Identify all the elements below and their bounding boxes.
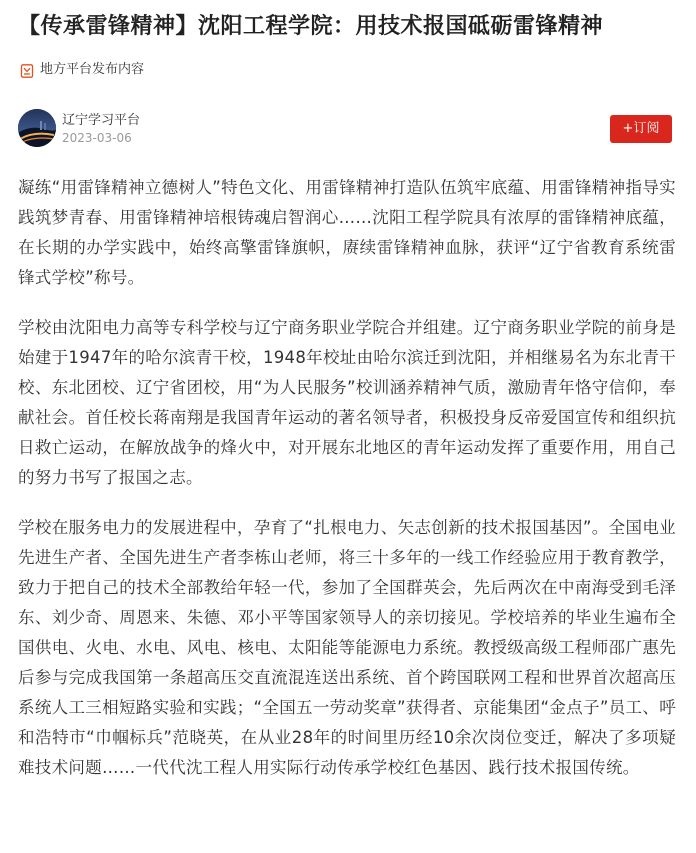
local-platform-icon [20,63,34,77]
source-label: 地方平台发布内容 [40,62,145,77]
article-paragraph: 凝练“用雷锋精神立德树人”特色文化、用雷锋精神打造队伍筑牢底蕴、用雷锋精神指导实践筑梦青春、用雷锋精神培根铸魂启智润心……沈阳工程学院具有浓厚的雷锋精神底蕴，在长期的办学实践中，始终高擎雷锋旗帜，赓续雷锋精神血脉，获评“辽宁省教育系统雷锋式学校”称号。 [18,178,676,287]
source-row [20,60,144,80]
subscribe-button[interactable]: +订阅 [610,115,672,143]
article-paragraph: 学校由沈阳电力高等专科学校与辽宁商务职业学院合并组建。辽宁商务职业学院的前身是始建于1947年的哈尔滨青干校，1948年校址由哈尔滨迁到沈阳，并相继易名为东北青干校、东北团校、辽宁省团校，用“为人民服务”校训涵养精神气质，激励青年恪守信仰，奉献社会。首任校长蒋南翔是我国青年运动的著名领导者，积极投身反帝爱国宣传和组织抗日救亡运动，在解放战争的烽火中，对开展东北地区的青年运动发挥了重要作用，用自己的努力书写了报国之志。 [18,318,676,487]
article-title: 【传承雷锋精神】沈阳工程学院：用技术报国砥砺雷锋精神 [18,14,604,39]
publish-date: 2023-03-06 [62,131,132,145]
author-name[interactable]: 辽宁学习平台 [62,113,141,128]
author-row [18,108,674,150]
article-paragraph: 学校在服务电力的发展进程中，孕育了“扎根电力、矢志创新的技术报国基因”。全国电业先进生产者、全国先进生产者李栋山老师，将三十多年的一线工作经验应用于教育教学，致力于把自己的技术全部教给年轻一代，参加了全国群英会，先后两次在中南海受到毛泽东、刘少奇、周恩来、朱德、邓小平等国家领导人的亲切接见。学校培养的毕业生遍布全国供电、火电、水电、风电、核电、太阳能等能源电力系统。教授级高级工程师邵广惠先后参与完成我国第一条超高压交直流混连送出系统、首个跨国联网工程和世界首次超高压系统人工三相短路实验和实践；“全国五一劳动奖章”获得者、京能集团“金点子”员工、呼和浩特市“巾帼标兵”范晓英，在从业28年的时间里历经10余次岗位变迁，解决了多项疑难技术问题……一代代沈工程人用实际行动传承学校红色基因、践行技术报国传统。 [18,518,676,777]
avatar[interactable] [18,109,56,147]
article-body [18,173,676,803]
